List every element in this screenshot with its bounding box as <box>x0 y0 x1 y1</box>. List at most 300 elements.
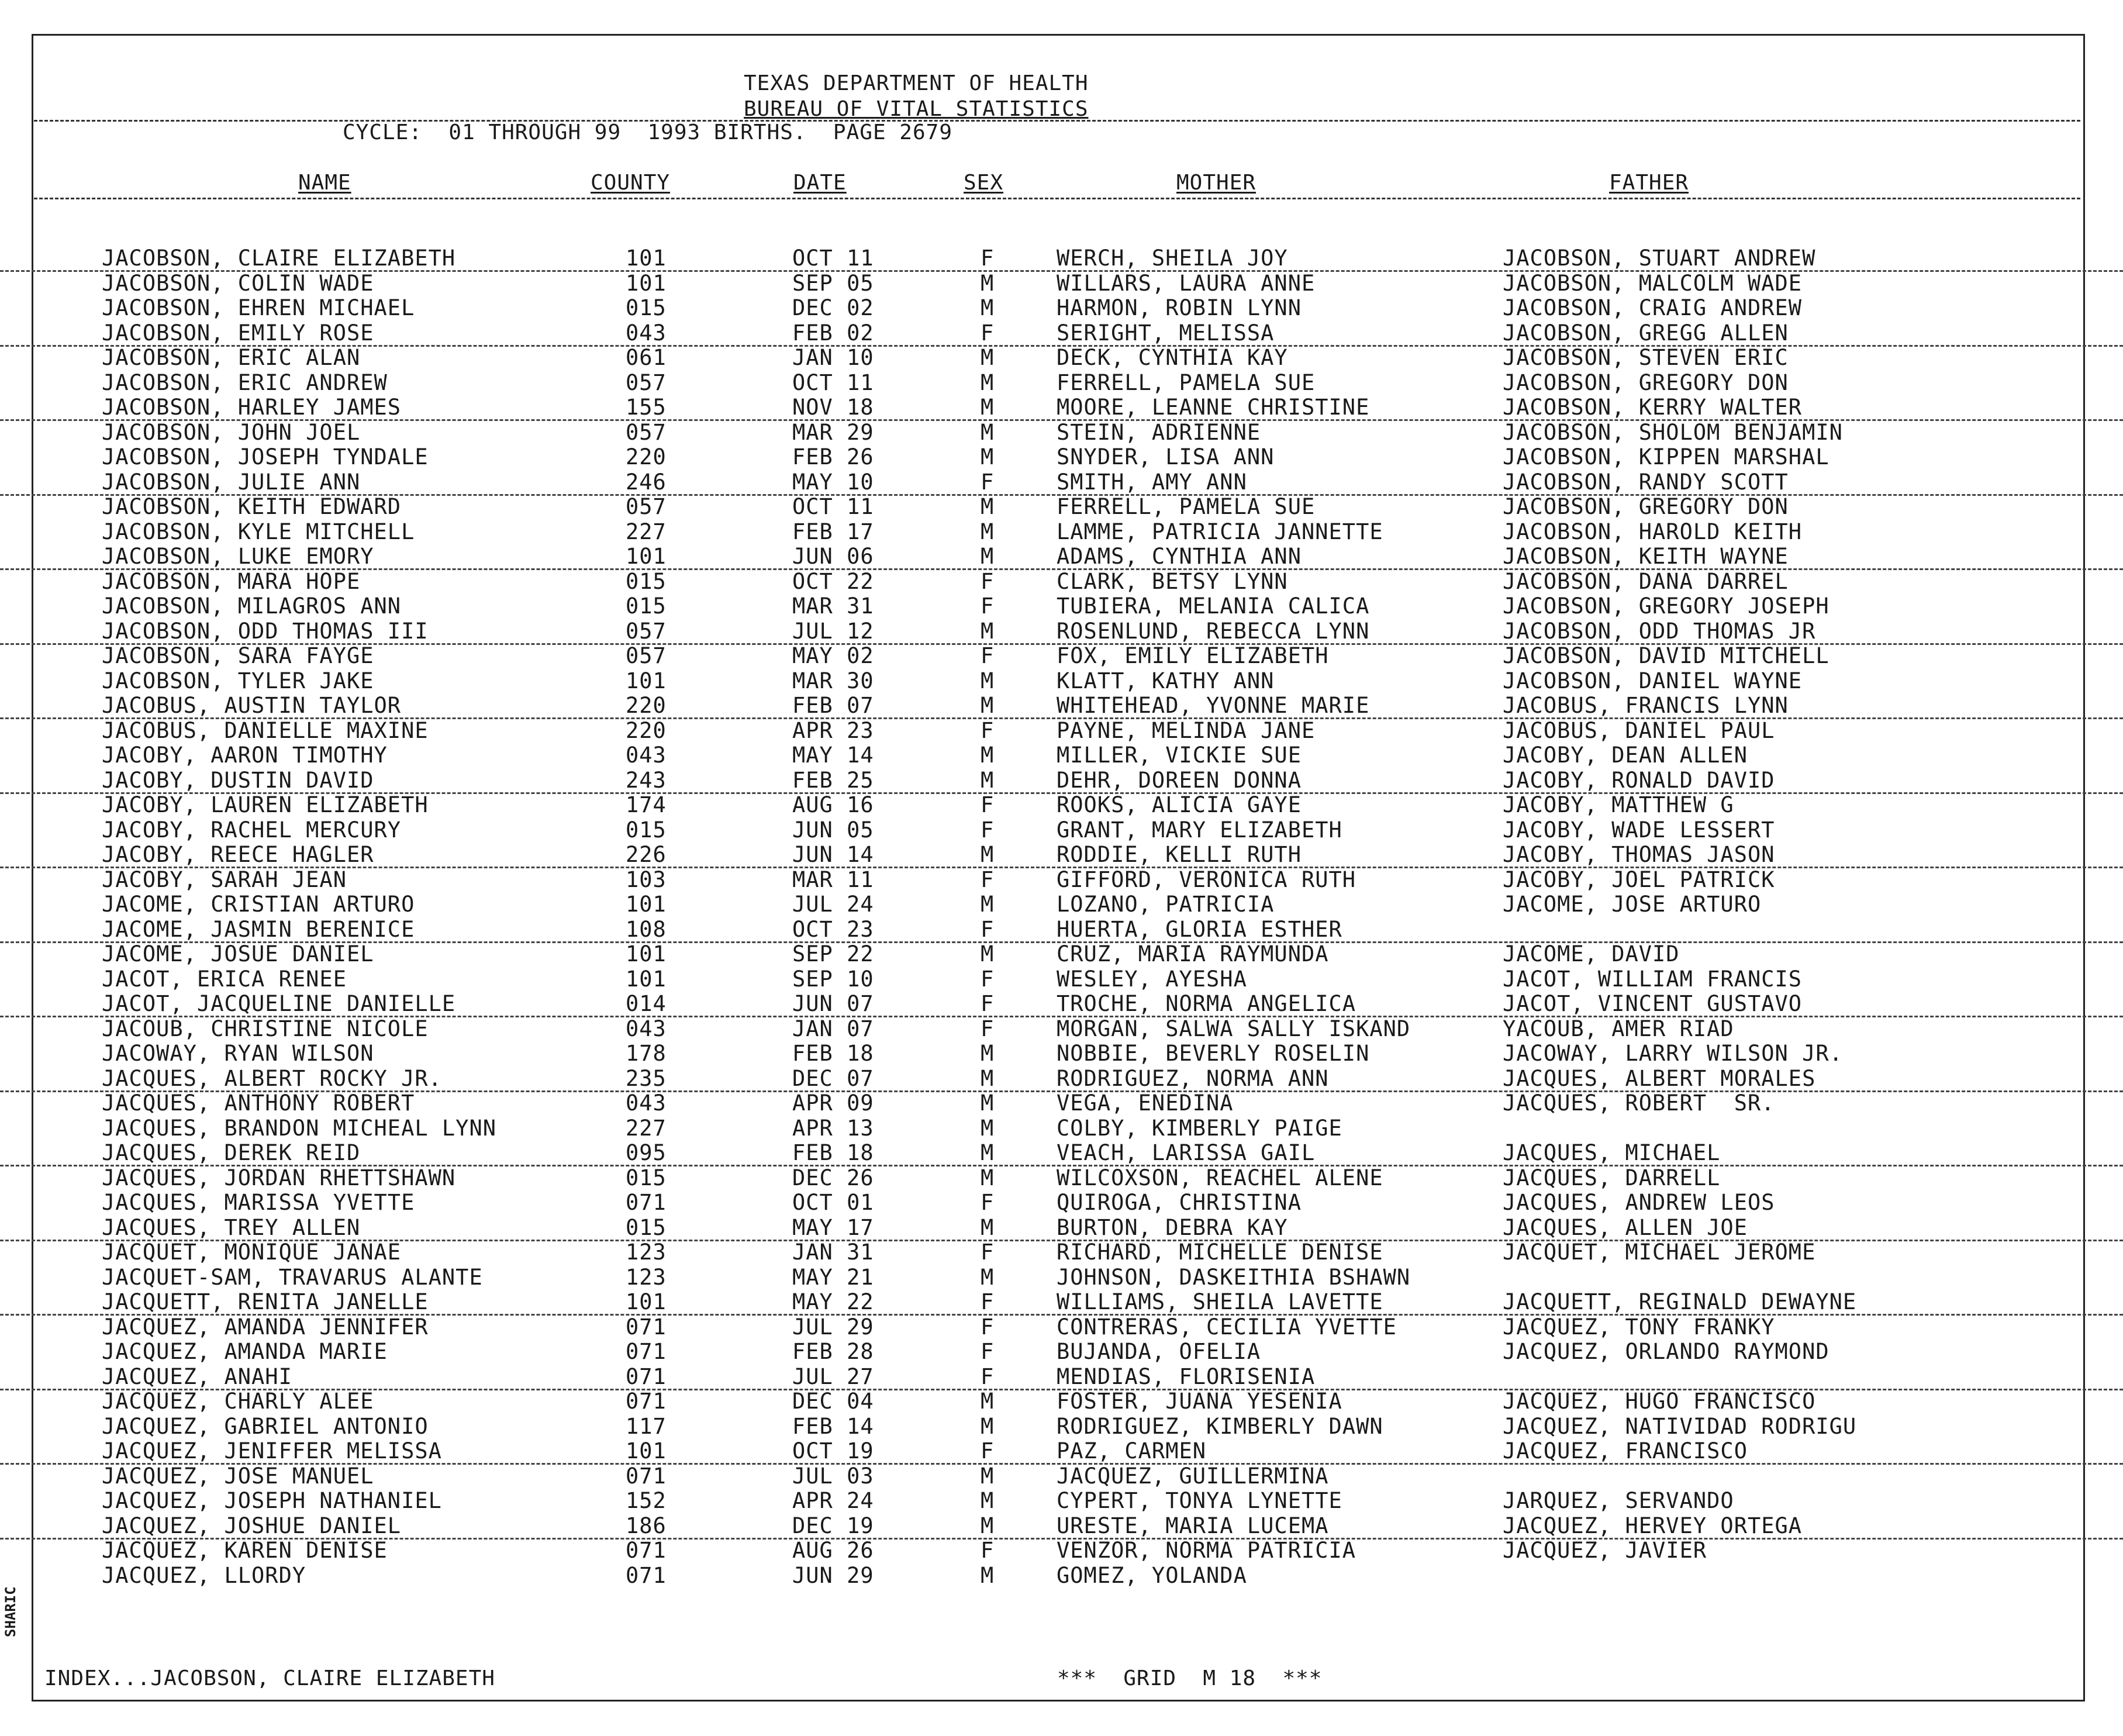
record-mother: WESLEY, AYESHA <box>1057 966 1247 992</box>
record-county: 103 <box>626 867 667 892</box>
record-father: JACQUEZ, TONY FRANKY <box>1503 1314 1775 1340</box>
table-row <box>0 718 2123 743</box>
table-row <box>0 1140 2123 1166</box>
record-date: OCT 01 <box>792 1190 874 1215</box>
record-county: 101 <box>626 966 667 992</box>
record-mother: VENZOR, NORMA PATRICIA <box>1057 1538 1356 1563</box>
record-county: 235 <box>626 1065 667 1091</box>
grid-footer: *** GRID M 18 *** <box>1057 1666 1323 1690</box>
record-name: JACQUES, JORDAN RHETTSHAWN <box>102 1165 456 1190</box>
record-father: JACOBY, RONALD DAVID <box>1503 767 1775 793</box>
table-row <box>0 1538 2123 1562</box>
report-title: TEXAS DEPARTMENT OF HEALTH <box>744 71 1089 95</box>
record-mother: VEGA, ENEDINA <box>1057 1090 1234 1116</box>
record-sex: M <box>981 419 995 445</box>
record-mother: FOX, EMILY ELIZABETH <box>1057 643 1329 668</box>
record-date: JUN 29 <box>792 1562 874 1588</box>
record-mother: SMITH, AMY ANN <box>1057 469 1247 495</box>
record-county: 227 <box>626 1115 667 1141</box>
record-father: JACOT, VINCENT GUSTAVO <box>1503 991 1803 1016</box>
table-row <box>0 544 2123 570</box>
table-row <box>0 693 2123 719</box>
record-sex: M <box>981 544 995 569</box>
table-row <box>0 246 2123 272</box>
record-sex: M <box>981 1041 995 1066</box>
record-father: JACOBY, DEAN ALLEN <box>1503 743 1748 768</box>
record-father: JACOBSON, DANA DARREL <box>1503 568 1789 594</box>
record-county: 178 <box>626 1041 667 1066</box>
record-date: OCT 19 <box>792 1438 874 1464</box>
table-row <box>0 917 2123 943</box>
table-row <box>0 395 2123 421</box>
record-date: MAY 02 <box>792 643 874 668</box>
record-name: JACOBSON, JOHN JOEL <box>102 419 361 445</box>
record-sex: M <box>981 345 995 370</box>
record-date: MAY 22 <box>792 1289 874 1314</box>
table-row <box>0 1041 2123 1065</box>
record-sex: F <box>981 1538 995 1563</box>
record-county: 071 <box>626 1389 667 1414</box>
record-mother: WILLARS, LAURA ANNE <box>1057 270 1316 296</box>
record-date: OCT 22 <box>792 568 874 594</box>
column-header-county: COUNTY <box>591 171 671 195</box>
record-father: JACOBSON, GREGORY DON <box>1503 494 1789 519</box>
record-name: JACOBSON, MARA HOPE <box>102 568 361 594</box>
record-date: MAY 14 <box>792 743 874 768</box>
record-name: JACQUES, MARISSA YVETTE <box>102 1190 415 1215</box>
record-date: NOV 18 <box>792 395 874 420</box>
record-county: 220 <box>626 444 667 470</box>
record-sex: F <box>981 568 995 594</box>
record-name: JACOBY, REECE HAGLER <box>102 842 374 867</box>
record-mother: NOBBIE, BEVERLY ROSELIN <box>1057 1041 1370 1066</box>
record-name: JACOME, JASMIN BERENICE <box>102 916 415 942</box>
record-name: JACQUEZ, JOSE MANUEL <box>102 1463 374 1489</box>
record-father: JACOBY, THOMAS JASON <box>1503 842 1775 867</box>
record-date: APR 24 <box>792 1488 874 1513</box>
record-date: AUG 16 <box>792 792 874 817</box>
record-mother: PAYNE, MELINDA JANE <box>1057 717 1316 743</box>
record-sex: F <box>981 593 995 619</box>
record-name: JACOBY, RACHEL MERCURY <box>102 817 402 843</box>
record-mother: MOORE, LEANNE CHRISTINE <box>1057 395 1370 420</box>
record-mother: CONTRERAS, CECILIA YVETTE <box>1057 1314 1397 1340</box>
record-name: JACOME, JOSUE DANIEL <box>102 941 374 967</box>
record-father: JACQUES, ANDREW LEOS <box>1503 1190 1775 1215</box>
record-sex: M <box>981 1165 995 1190</box>
record-mother: ADAMS, CYNTHIA ANN <box>1057 544 1302 569</box>
record-sex: M <box>981 1463 995 1489</box>
record-county: 101 <box>626 270 667 296</box>
record-county: 101 <box>626 544 667 569</box>
record-mother: CRUZ, MARIA RAYMUNDA <box>1057 941 1329 967</box>
record-date: OCT 11 <box>792 246 874 271</box>
record-sex: M <box>981 494 995 519</box>
record-father: JACQUEZ, ORLANDO RAYMOND <box>1503 1339 1829 1364</box>
index-footer: INDEX...JACOBSON, CLAIRE ELIZABETH <box>44 1666 495 1690</box>
record-father: JACQUES, ALBERT MORALES <box>1503 1065 1816 1091</box>
record-mother: CLARK, BETSY LYNN <box>1057 568 1288 594</box>
record-sex: M <box>981 693 995 718</box>
record-sex: F <box>981 1438 995 1464</box>
record-sex: F <box>981 916 995 942</box>
table-row <box>0 494 2123 519</box>
record-name: JACQUEZ, JENIFFER MELISSA <box>102 1438 442 1464</box>
table-row <box>0 668 2123 693</box>
record-name: JACQUEZ, JOSHUE DANIEL <box>102 1513 402 1538</box>
record-name: JACQUET, MONIQUE JANAE <box>102 1240 402 1265</box>
table-row <box>0 1265 2123 1289</box>
record-mother: RODDIE, KELLI RUTH <box>1057 842 1302 867</box>
record-date: JAN 07 <box>792 1016 874 1041</box>
record-date: OCT 11 <box>792 494 874 519</box>
record-date: MAR 30 <box>792 668 874 693</box>
record-sex: M <box>981 1090 995 1116</box>
record-date: FEB 25 <box>792 767 874 793</box>
record-mother: RODRIGUEZ, KIMBERLY DAWN <box>1057 1413 1383 1439</box>
record-father: JACOBSON, MALCOLM WADE <box>1503 270 1803 296</box>
record-father: JACOBUS, DANIEL PAUL <box>1503 717 1775 743</box>
record-name: JACQUES, BRANDON MICHEAL LYNN <box>102 1115 497 1141</box>
record-date: JUN 05 <box>792 817 874 843</box>
record-father: JACOBSON, DANIEL WAYNE <box>1503 668 1803 693</box>
record-name: JACOBSON, EHREN MICHAEL <box>102 295 415 320</box>
record-date: DEC 26 <box>792 1165 874 1190</box>
record-name: JACOBSON, JULIE ANN <box>102 469 361 495</box>
record-sex: F <box>981 1289 995 1314</box>
record-father: JACOBSON, RANDY SCOTT <box>1503 469 1789 495</box>
record-mother: JACQUEZ, GUILLERMINA <box>1057 1463 1329 1489</box>
record-father: JACOBSON, SHOLOM BENJAMIN <box>1503 419 1843 445</box>
record-mother: WERCH, SHEILA JOY <box>1057 246 1288 271</box>
record-father: JARQUEZ, SERVANDO <box>1503 1488 1734 1513</box>
table-row <box>0 941 2123 966</box>
record-sex: M <box>981 370 995 395</box>
record-name: JACOBSON, ERIC ALAN <box>102 345 361 370</box>
record-sex: M <box>981 444 995 470</box>
record-mother: WILLIAMS, SHEILA LAVETTE <box>1057 1289 1383 1314</box>
record-county: 015 <box>626 817 667 843</box>
record-county: 101 <box>626 1438 667 1464</box>
record-sex: F <box>981 643 995 668</box>
record-sex: M <box>981 1115 995 1141</box>
record-mother: MILLER, VICKIE SUE <box>1057 743 1302 768</box>
record-sex: F <box>981 1240 995 1265</box>
record-county: 095 <box>626 1140 667 1165</box>
table-row <box>0 1116 2123 1140</box>
record-name: JACOBSON, COLIN WADE <box>102 270 374 296</box>
record-mother: URESTE, MARIA LUCEMA <box>1057 1513 1329 1538</box>
table-row <box>0 370 2123 395</box>
record-date: APR 23 <box>792 717 874 743</box>
record-name: JACQUES, TREY ALLEN <box>102 1214 361 1240</box>
record-county: 043 <box>626 743 667 768</box>
record-mother: FERRELL, PAMELA SUE <box>1057 494 1316 519</box>
record-county: 015 <box>626 568 667 594</box>
record-sex: M <box>981 1488 995 1513</box>
table-row <box>0 1513 2123 1540</box>
record-name: JACOBSON, ODD THOMAS III <box>102 618 429 644</box>
record-mother: RICHARD, MICHELLE DENISE <box>1057 1240 1383 1265</box>
record-county: 101 <box>626 892 667 917</box>
record-name: JACOBY, DUSTIN DAVID <box>102 767 374 793</box>
record-sex: M <box>981 767 995 793</box>
record-name: JACQUEZ, JOSEPH NATHANIEL <box>102 1488 442 1513</box>
column-header-name: NAME <box>298 171 351 195</box>
record-father: JACQUEZ, HUGO FRANCISCO <box>1503 1389 1816 1414</box>
record-county: 071 <box>626 1314 667 1340</box>
record-father: JACQUETT, REGINALD DEWAYNE <box>1503 1289 1857 1314</box>
record-father: JACQUEZ, NATIVIDAD RODRIGU <box>1503 1413 1857 1439</box>
table-row <box>0 1364 2123 1390</box>
record-mother: TUBIERA, MELANIA CALICA <box>1057 593 1370 619</box>
record-county: 071 <box>626 1538 667 1563</box>
record-name: JACQUES, DEREK REID <box>102 1140 361 1165</box>
record-father: JACOBSON, HAROLD KEITH <box>1503 519 1803 544</box>
record-father: JACQUES, DARRELL <box>1503 1165 1721 1190</box>
record-sex: F <box>981 1190 995 1215</box>
table-row <box>0 1066 2123 1092</box>
record-mother: MENDIAS, FLORISENIA <box>1057 1364 1316 1389</box>
record-sex: F <box>981 469 995 495</box>
record-county: 101 <box>626 941 667 967</box>
table-row <box>0 1165 2123 1190</box>
record-county: 057 <box>626 618 667 644</box>
record-county: 174 <box>626 792 667 817</box>
table-row <box>0 345 2123 370</box>
record-mother: JOHNSON, DASKEITHIA BSHAWN <box>1057 1264 1411 1290</box>
record-date: JUN 06 <box>792 544 874 569</box>
record-name: JACQUEZ, LLORDY <box>102 1562 306 1588</box>
record-father: JACQUES, ALLEN JOE <box>1503 1214 1748 1240</box>
record-name: JACOBSON, ERIC ANDREW <box>102 370 388 395</box>
record-name: JACOUB, CHRISTINE NICOLE <box>102 1016 429 1041</box>
table-row <box>0 1016 2123 1041</box>
record-mother: GIFFORD, VERONICA RUTH <box>1057 867 1356 892</box>
record-date: JAN 31 <box>792 1240 874 1265</box>
record-sex: M <box>981 618 995 644</box>
record-date: FEB 14 <box>792 1413 874 1439</box>
column-header-date: DATE <box>793 171 847 195</box>
record-sex: F <box>981 1339 995 1364</box>
record-date: MAY 17 <box>792 1214 874 1240</box>
record-county: 061 <box>626 345 667 370</box>
record-county: 101 <box>626 246 667 271</box>
table-row <box>0 768 2123 794</box>
record-date: AUG 26 <box>792 1538 874 1563</box>
record-name: JACQUETT, RENITA JANELLE <box>102 1289 429 1314</box>
record-mother: HARMON, ROBIN LYNN <box>1057 295 1302 320</box>
record-father: JACQUEZ, JAVIER <box>1503 1538 1707 1563</box>
record-county: 015 <box>626 295 667 320</box>
record-name: JACOBY, LAUREN ELIZABETH <box>102 792 429 817</box>
table-row <box>0 1389 2123 1413</box>
record-date: SEP 10 <box>792 966 874 992</box>
record-sex: M <box>981 1389 995 1414</box>
record-father: JACOWAY, LARRY WILSON JR. <box>1503 1041 1843 1066</box>
record-sex: F <box>981 792 995 817</box>
report-subtitle: BUREAU OF VITAL STATISTICS <box>744 97 1089 121</box>
record-sex: F <box>981 717 995 743</box>
record-sex: M <box>981 395 995 420</box>
record-sex: M <box>981 941 995 967</box>
record-mother: TROCHE, NORMA ANGELICA <box>1057 991 1356 1016</box>
record-county: 043 <box>626 1016 667 1041</box>
record-date: OCT 23 <box>792 916 874 942</box>
record-sex: M <box>981 842 995 867</box>
side-label: SHARIC <box>2 1586 19 1637</box>
record-date: DEC 04 <box>792 1389 874 1414</box>
record-county: 227 <box>626 519 667 544</box>
record-mother: MORGAN, SALWA SALLY ISKAND <box>1057 1016 1411 1041</box>
record-date: FEB 28 <box>792 1339 874 1364</box>
record-county: 246 <box>626 469 667 495</box>
record-name: JACOT, ERICA RENEE <box>102 966 347 992</box>
record-date: OCT 11 <box>792 370 874 395</box>
record-name: JACOBSON, MILAGROS ANN <box>102 593 402 619</box>
record-sex: M <box>981 1513 995 1538</box>
record-sex: F <box>981 991 995 1016</box>
record-county: 101 <box>626 1289 667 1314</box>
column-header-sex: SEX <box>964 171 1004 195</box>
table-row <box>0 1090 2123 1115</box>
record-date: FEB 07 <box>792 693 874 718</box>
record-father: JACOBSON, GREGG ALLEN <box>1503 320 1789 346</box>
record-sex: F <box>981 1016 995 1041</box>
record-name: JACOBUS, DANIELLE MAXINE <box>102 717 429 743</box>
record-county: 226 <box>626 842 667 867</box>
record-county: 155 <box>626 395 667 420</box>
record-county: 043 <box>626 320 667 346</box>
record-date: APR 09 <box>792 1090 874 1116</box>
table-row <box>0 867 2123 892</box>
record-date: DEC 02 <box>792 295 874 320</box>
record-sex: M <box>981 270 995 296</box>
record-father: JACOBY, WADE LESSERT <box>1503 817 1775 843</box>
record-date: FEB 26 <box>792 444 874 470</box>
table-row <box>0 1438 2123 1465</box>
record-mother: QUIROGA, CHRISTINA <box>1057 1190 1302 1215</box>
table-row <box>0 743 2123 767</box>
record-father: JACQUES, ROBERT SR. <box>1503 1090 1775 1116</box>
record-sex: F <box>981 867 995 892</box>
record-name: JACOBSON, LUKE EMORY <box>102 544 374 569</box>
record-mother: CYPERT, TONYA LYNETTE <box>1057 1488 1342 1513</box>
record-mother: HUERTA, GLORIA ESTHER <box>1057 916 1342 942</box>
table-row <box>0 519 2123 544</box>
record-father: JACOBSON, GREGORY DON <box>1503 370 1789 395</box>
record-sex: M <box>981 295 995 320</box>
table-row <box>0 1240 2123 1264</box>
table-row <box>0 569 2123 593</box>
record-father: JACOBSON, KIPPEN MARSHAL <box>1503 444 1829 470</box>
header-divider <box>34 120 2080 122</box>
record-name: JACQUES, ALBERT ROCKY JR. <box>102 1065 442 1091</box>
record-date: MAY 21 <box>792 1264 874 1290</box>
record-father: JACOBSON, KERRY WALTER <box>1503 395 1803 420</box>
record-mother: COLBY, KIMBERLY PAIGE <box>1057 1115 1342 1141</box>
record-name: JACQUEZ, CHARLY ALEE <box>102 1389 374 1414</box>
table-row <box>0 1563 2123 1587</box>
record-sex: M <box>981 668 995 693</box>
record-county: 123 <box>626 1240 667 1265</box>
record-date: SEP 05 <box>792 270 874 296</box>
table-row <box>0 991 2123 1017</box>
record-county: 043 <box>626 1090 667 1116</box>
record-date: MAR 11 <box>792 867 874 892</box>
record-father: JACOT, WILLIAM FRANCIS <box>1503 966 1803 992</box>
record-county: 015 <box>626 1165 667 1190</box>
table-row <box>0 420 2123 444</box>
column-header-mother: MOTHER <box>1176 171 1256 195</box>
record-name: JACQUEZ, AMANDA JENNIFER <box>102 1314 429 1340</box>
record-name: JACOBSON, JOSEPH TYNDALE <box>102 444 429 470</box>
record-father: JACOBSON, DAVID MITCHELL <box>1503 643 1829 668</box>
table-row <box>0 619 2123 645</box>
table-row <box>0 320 2123 347</box>
record-date: JUL 03 <box>792 1463 874 1489</box>
table-row <box>0 892 2123 916</box>
record-date: MAY 10 <box>792 469 874 495</box>
record-county: 108 <box>626 916 667 942</box>
record-father: YACOUB, AMER RIAD <box>1503 1016 1734 1041</box>
table-row <box>0 842 2123 868</box>
record-sex: M <box>981 519 995 544</box>
record-county: 101 <box>626 668 667 693</box>
record-mother: KLATT, KATHY ANN <box>1057 668 1275 693</box>
table-row <box>0 643 2123 668</box>
table-row <box>0 792 2123 817</box>
record-sex: F <box>981 1314 995 1340</box>
record-county: 057 <box>626 419 667 445</box>
record-father: JACOBSON, CRAIG ANDREW <box>1503 295 1803 320</box>
record-name: JACOBY, AARON TIMOTHY <box>102 743 388 768</box>
record-name: JACOBSON, KEITH EDWARD <box>102 494 402 519</box>
record-mother: DEHR, DOREEN DONNA <box>1057 767 1302 793</box>
record-father: JACOME, JOSE ARTURO <box>1503 892 1762 917</box>
record-county: 071 <box>626 1562 667 1588</box>
record-mother: SERIGHT, MELISSA <box>1057 320 1275 346</box>
record-date: SEP 22 <box>792 941 874 967</box>
record-county: 243 <box>626 767 667 793</box>
record-county: 071 <box>626 1463 667 1489</box>
record-father: JACOBSON, STEVEN ERIC <box>1503 345 1789 370</box>
record-sex: F <box>981 1364 995 1389</box>
record-date: JUL 24 <box>792 892 874 917</box>
record-name: JACOBSON, KYLE MITCHELL <box>102 519 415 544</box>
table-row <box>0 295 2123 320</box>
record-sex: F <box>981 817 995 843</box>
record-name: JACOBSON, SARA FAYGE <box>102 643 374 668</box>
record-county: 015 <box>626 593 667 619</box>
record-date: FEB 18 <box>792 1140 874 1165</box>
record-name: JACOT, JACQUELINE DANIELLE <box>102 991 456 1016</box>
record-sex: M <box>981 1214 995 1240</box>
record-county: 117 <box>626 1413 667 1439</box>
record-mother: PAZ, CARMEN <box>1057 1438 1207 1464</box>
record-father: JACOBSON, STUART ANDREW <box>1503 246 1816 271</box>
record-mother: GOMEZ, YOLANDA <box>1057 1562 1247 1588</box>
table-row <box>0 271 2123 295</box>
cycle-line: CYCLE: 01 THROUGH 99 1993 BIRTHS. PAGE 2679 <box>343 120 952 144</box>
record-county: 220 <box>626 717 667 743</box>
table-row <box>0 444 2123 469</box>
record-father: JACQUES, MICHAEL <box>1503 1140 1721 1165</box>
record-date: APR 13 <box>792 1115 874 1141</box>
record-date: JUL 12 <box>792 618 874 644</box>
record-mother: FERRELL, PAMELA SUE <box>1057 370 1316 395</box>
record-county: 123 <box>626 1264 667 1290</box>
